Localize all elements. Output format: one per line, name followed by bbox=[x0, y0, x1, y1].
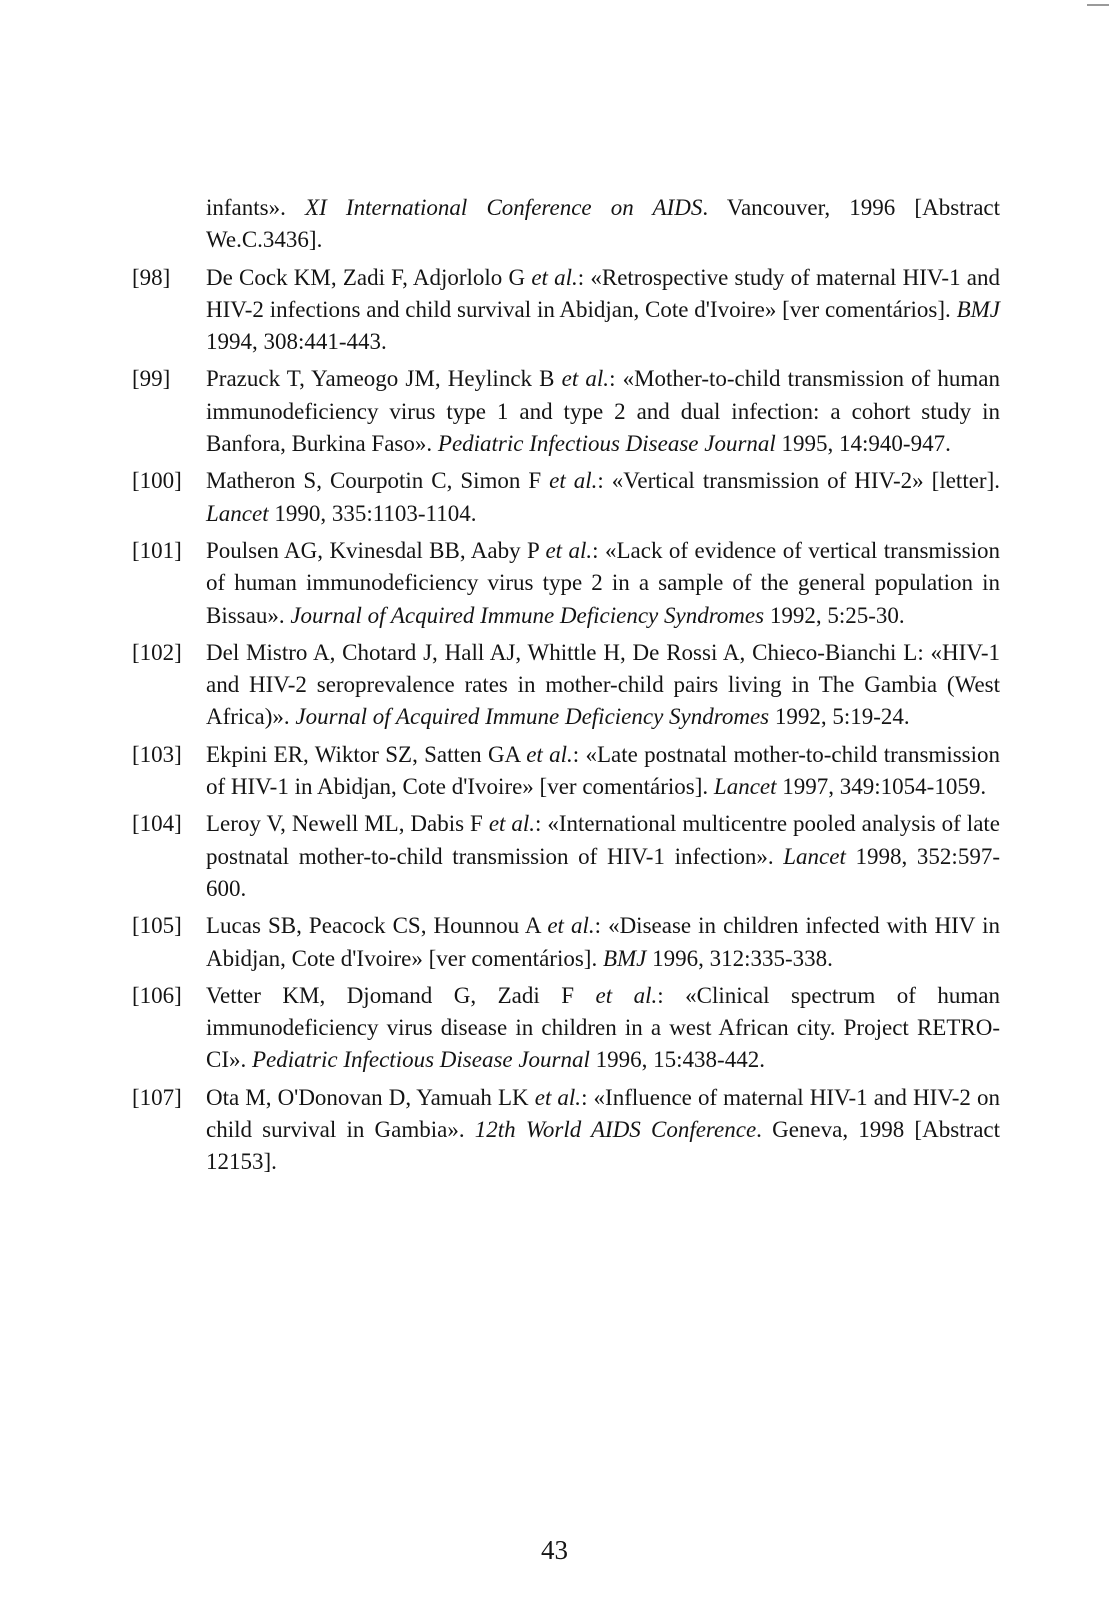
reference-text bbox=[206, 808, 1000, 905]
reference-number: [101] bbox=[132, 537, 182, 563]
reference-entry bbox=[132, 535, 1000, 632]
reference-text-segment: Prazuck T, Yameogo JM, Heylinck B bbox=[206, 366, 562, 392]
reference-text bbox=[206, 739, 1000, 804]
reference-text bbox=[206, 1082, 1000, 1179]
reference-text-segment: 1992, 5:19-24. bbox=[769, 704, 910, 730]
reference-text-segment: 1996, 312:335-338. bbox=[646, 945, 833, 971]
reference-text-segment: Leroy V, Newell ML, Dabis F bbox=[206, 811, 489, 837]
reference-text-segment: : «Disease in children infected with HIV in Abidjan, Cote d'Ivoire» [ver comentários]. bbox=[206, 913, 1000, 971]
reference-text bbox=[206, 465, 1000, 530]
reference-text-segment: : «Lack of evidence of vertical transmission of human immunodeficiency virus type 2 in a sample of the general population in Bissau». bbox=[206, 537, 1000, 628]
reference-source-italic: et al. bbox=[531, 264, 578, 290]
reference-source-italic: Lancet bbox=[206, 500, 269, 526]
reference-text bbox=[206, 262, 1000, 359]
reference-source-italic: et al. bbox=[549, 468, 598, 494]
reference-number: [103] bbox=[132, 741, 182, 767]
reference-text-segment: . Vancouver, 1996 [Abstract We.C.3436]. bbox=[206, 195, 1000, 253]
reference-number: [100] bbox=[132, 468, 182, 494]
reference-source-italic: 12th World AIDS Conference bbox=[474, 1117, 757, 1143]
reference-entry bbox=[132, 980, 1000, 1077]
reference-source-italic: XI International Conference on AIDS bbox=[305, 195, 703, 220]
reference-entry bbox=[132, 465, 1000, 530]
reference-text bbox=[206, 980, 1000, 1077]
reference-entry bbox=[132, 363, 1000, 460]
reference-source-italic: Pediatric Infectious Disease Journal bbox=[437, 431, 776, 457]
reference-number: [102] bbox=[132, 639, 182, 665]
reference-text-segment: 1992, 5:25-30. bbox=[764, 602, 905, 628]
reference-source-italic: Journal of Acquired Immune Deficiency Syndromes bbox=[290, 602, 765, 628]
reference-source-italic: et al. bbox=[595, 982, 658, 1008]
reference-source-italic: et al. bbox=[547, 913, 595, 939]
reference-source-italic: BMJ bbox=[956, 296, 1000, 322]
reference-text bbox=[206, 910, 1000, 975]
reference-text bbox=[206, 363, 1000, 460]
reference-text bbox=[206, 535, 1000, 632]
reference-text-segment: : «Late postnatal mother-to-child transmission of HIV-1 in Abidjan, Cote d'Ivoire» [ver comentários]. bbox=[206, 741, 1000, 800]
reference-number: [107] bbox=[132, 1084, 182, 1110]
reference-text-segment: : «Mother-to-child transmission of human immunodeficiency virus type 1 and type 2 and dual infection: a cohort study in Banfora, Burkina Faso». bbox=[206, 366, 1000, 457]
reference-list bbox=[132, 192, 1000, 1184]
reference-text-segment: 1995, 14:940-947. bbox=[775, 431, 951, 457]
reference-text-segment: : «Retrospective study of maternal HIV-1 and HIV-2 infections and child survival in Abidjan, Cote d'Ivoire» [ver comentários]. bbox=[206, 264, 1000, 322]
reference-source-italic: et al. bbox=[488, 811, 536, 837]
reference-entry bbox=[132, 808, 1000, 905]
reference-source-italic: Lancet bbox=[713, 774, 777, 800]
reference-entry bbox=[132, 910, 1000, 975]
reference-text-segment: 1990, 335:1103-1104. bbox=[268, 500, 477, 526]
reference-text-segment: 1997, 349:1054-1059. bbox=[776, 774, 987, 800]
reference-text bbox=[206, 192, 1000, 257]
reference-source-italic: et al. bbox=[561, 366, 610, 392]
reference-entry bbox=[132, 739, 1000, 804]
reference-number: [106] bbox=[132, 982, 182, 1008]
reference-text-segment: Matheron S, Courpotin C, Simon F bbox=[206, 468, 550, 494]
reference-text-segment: : «International multicentre pooled analysis of late postnatal mother-to-child transmission of HIV-1 infection». bbox=[206, 811, 1001, 869]
reference-source-italic: et al. bbox=[534, 1084, 582, 1110]
reference-text bbox=[206, 637, 1000, 734]
reference-text-segment: 1994, 308:441-443. bbox=[206, 329, 387, 355]
reference-text-segment: : «Clinical spectrum of human immunodeficiency virus disease in children in a west African city. Project RETRO-CI». bbox=[206, 982, 1000, 1073]
reference-text-segment: Del Mistro A, Chotard J, Hall AJ, Whittle H, De Rossi A, Chieco-Bianchi L: «HIV-1 and HIV-2 seroprevalence rates in mother-child pairs living in The Gambia (West Africa)». bbox=[206, 639, 1000, 730]
reference-number: [99] bbox=[132, 366, 171, 392]
reference-number: [98] bbox=[132, 264, 171, 290]
reference-source-italic: Lancet bbox=[783, 843, 846, 869]
reference-text-segment: Ekpini ER, Wiktor SZ, Satten GA bbox=[206, 741, 527, 767]
reference-text-segment: De Cock KM, Zadi F, Adjorlolo G bbox=[206, 264, 532, 290]
reference-text-segment: 1996, 15:438-442. bbox=[589, 1047, 765, 1073]
scan-edge-mark bbox=[1087, 4, 1109, 6]
reference-text-segment: Vetter KM, Djomand G, Zadi F bbox=[206, 982, 596, 1008]
reference-text-segment: . Geneva, 1998 [Abstract 12153]. bbox=[206, 1117, 1001, 1175]
reference-text-segment: 1998, 352:597-600. bbox=[206, 843, 1000, 901]
reference-source-italic: Pediatric Infectious Disease Journal bbox=[252, 1047, 590, 1073]
page-number: 43 bbox=[541, 1535, 568, 1565]
reference-entry bbox=[132, 262, 1000, 359]
reference-text-segment: Ota M, O'Donovan D, Yamuah LK bbox=[206, 1084, 535, 1110]
reference-text-segment: : «Influence of maternal HIV-1 and HIV-2 on child survival in Gambia». bbox=[206, 1084, 1001, 1143]
reference-continuation bbox=[132, 192, 1000, 257]
reference-number: [104] bbox=[132, 811, 182, 837]
reference-source-italic: BMJ bbox=[602, 945, 647, 971]
reference-text-segment: : «Vertical transmission of HIV-2» [letter]. bbox=[597, 468, 1000, 494]
reference-text-segment: Lucas SB, Peacock CS, Hounnou A bbox=[206, 913, 548, 939]
reference-text-segment: infants». bbox=[206, 195, 306, 220]
reference-source-italic: Journal of Acquired Immune Deficiency Syndromes bbox=[295, 704, 770, 730]
reference-entry bbox=[132, 637, 1000, 734]
reference-text-segment: Poulsen AG, Kvinesdal BB, Aaby P bbox=[206, 537, 546, 563]
reference-source-italic: et al. bbox=[545, 537, 593, 563]
reference-entry bbox=[132, 1082, 1000, 1179]
reference-number: [105] bbox=[132, 913, 182, 939]
reference-source-italic: et al. bbox=[526, 741, 573, 767]
